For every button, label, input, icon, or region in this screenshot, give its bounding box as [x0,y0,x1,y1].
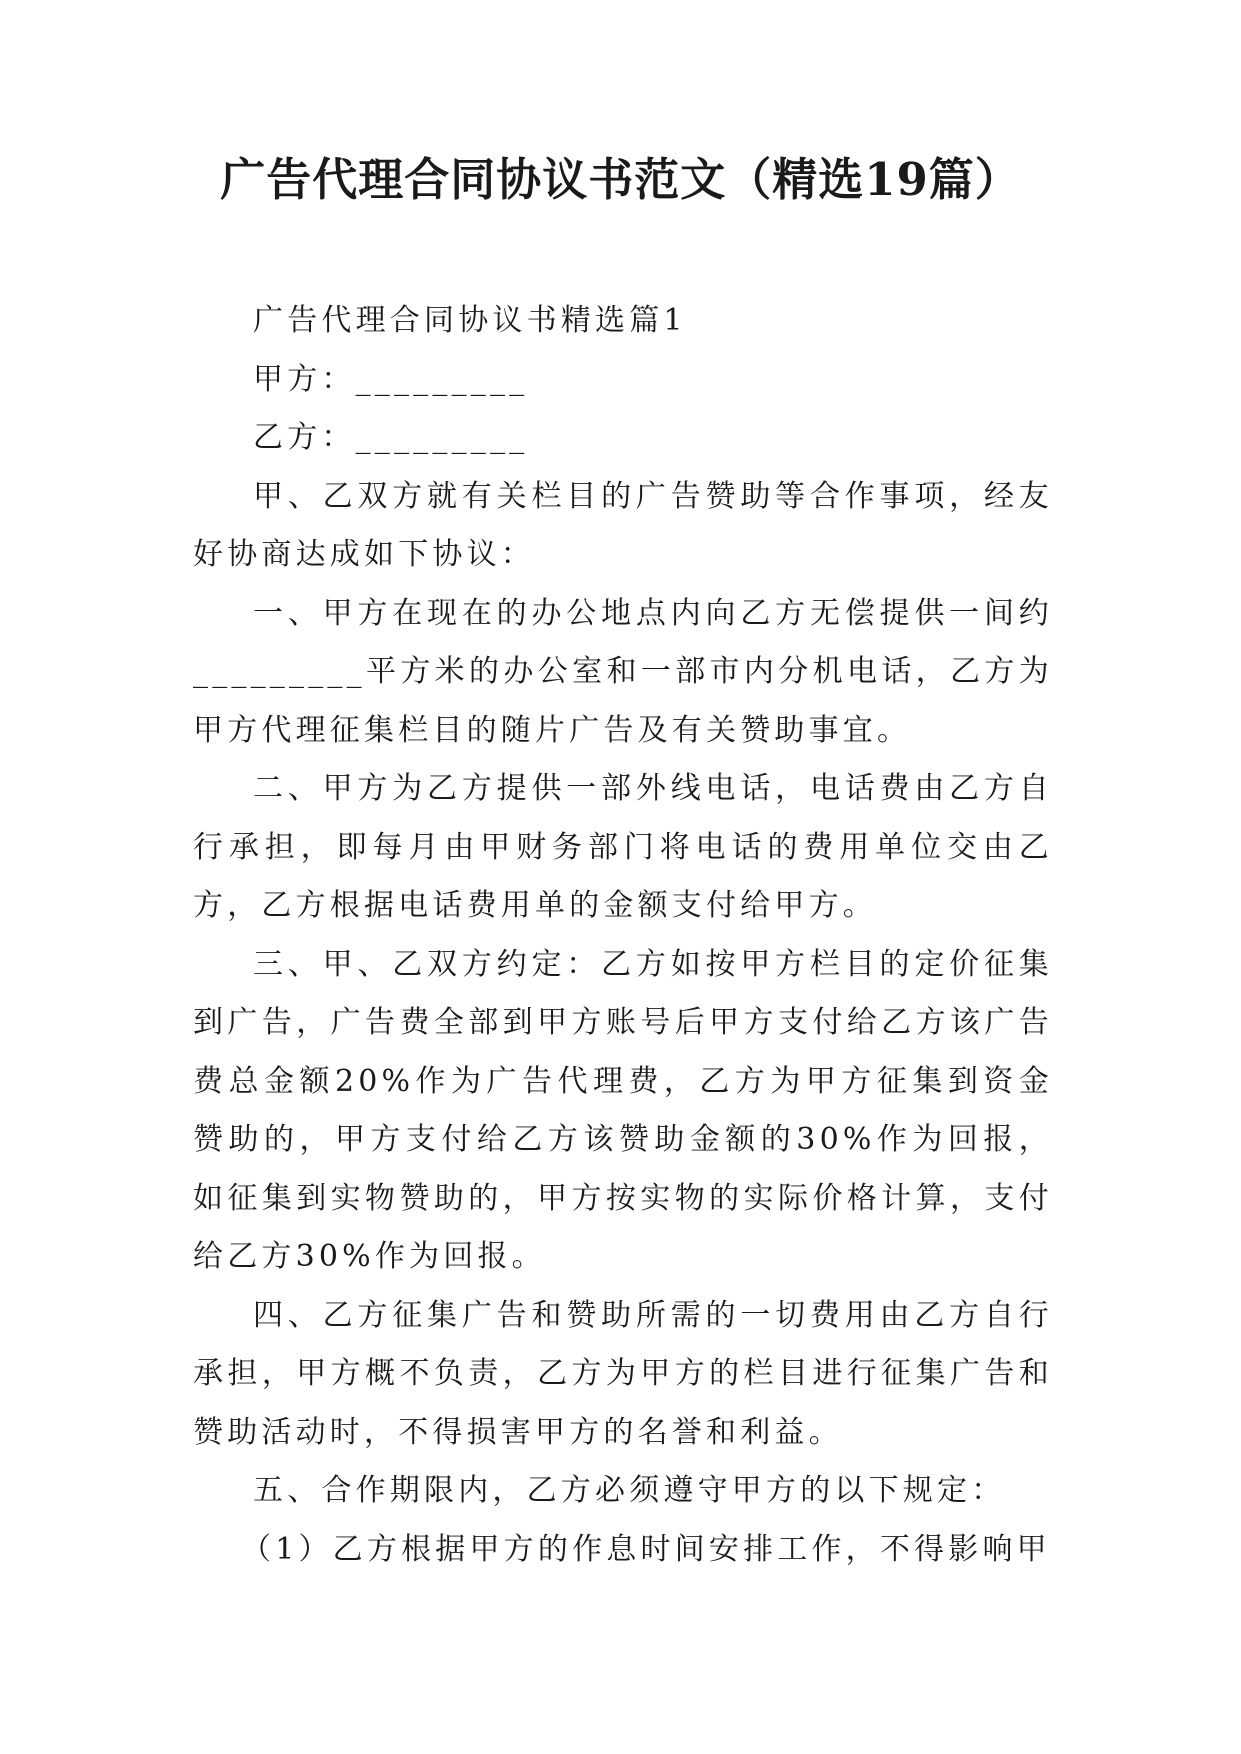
party-b-line: 乙方：_________ [253,420,529,455]
clause-2: 二、甲方为乙方提供一部外线电话，电话费由乙方自行承担，即每月由甲财务部门将电话的费用单位交由乙方，乙方根据电话费用单的金额支付给甲方。 [193,771,1053,923]
party-a-line: 甲方：_________ [253,361,529,397]
preamble-paragraph: 甲、乙双方就有关栏目的广告赞助等合作事项，经友好协商达成如下协议： [193,478,1053,572]
document-body [193,292,1053,1579]
clause-1: 一、甲方在现在的办公地点内向乙方无偿提供一间约_________平方米的办公室和一部市内分机电话，乙方为甲方代理征集栏目的随片广告及有关赞助事宜。 [193,595,1053,748]
clause-3: 三、甲、乙双方约定：乙方如按甲方栏目的定价征集到广告，广告费全部到甲方账号后甲方支付给乙方该广告费总金额20%作为广告代理费，乙方为甲方征集到资金赞助的，甲方支付给乙方该赞助金额的30%作为回报，如征集到实物赞助的，甲方按实物的实际价格计算，支付给乙方30%作为回报。 [193,946,1053,1274]
sub-clause-1: （1）乙方根据甲方的作息时间安排工作，不得影响甲 [241,1531,1051,1567]
clause-4: 四、乙方征集广告和赞助所需的一切费用由乙方自行承担，甲方概不负责，乙方为甲方的栏目进行征集广告和赞助活动时，不得损害甲方的名誉和利益。 [193,1297,1053,1450]
section-heading: 广告代理合同协议书精选篇1 [253,303,687,338]
clause-5: 五、合作期限内，乙方必须遵守甲方的以下规定： [253,1473,1006,1508]
document-title: 广告代理合同协议书范文（精选19篇） [220,153,1021,206]
